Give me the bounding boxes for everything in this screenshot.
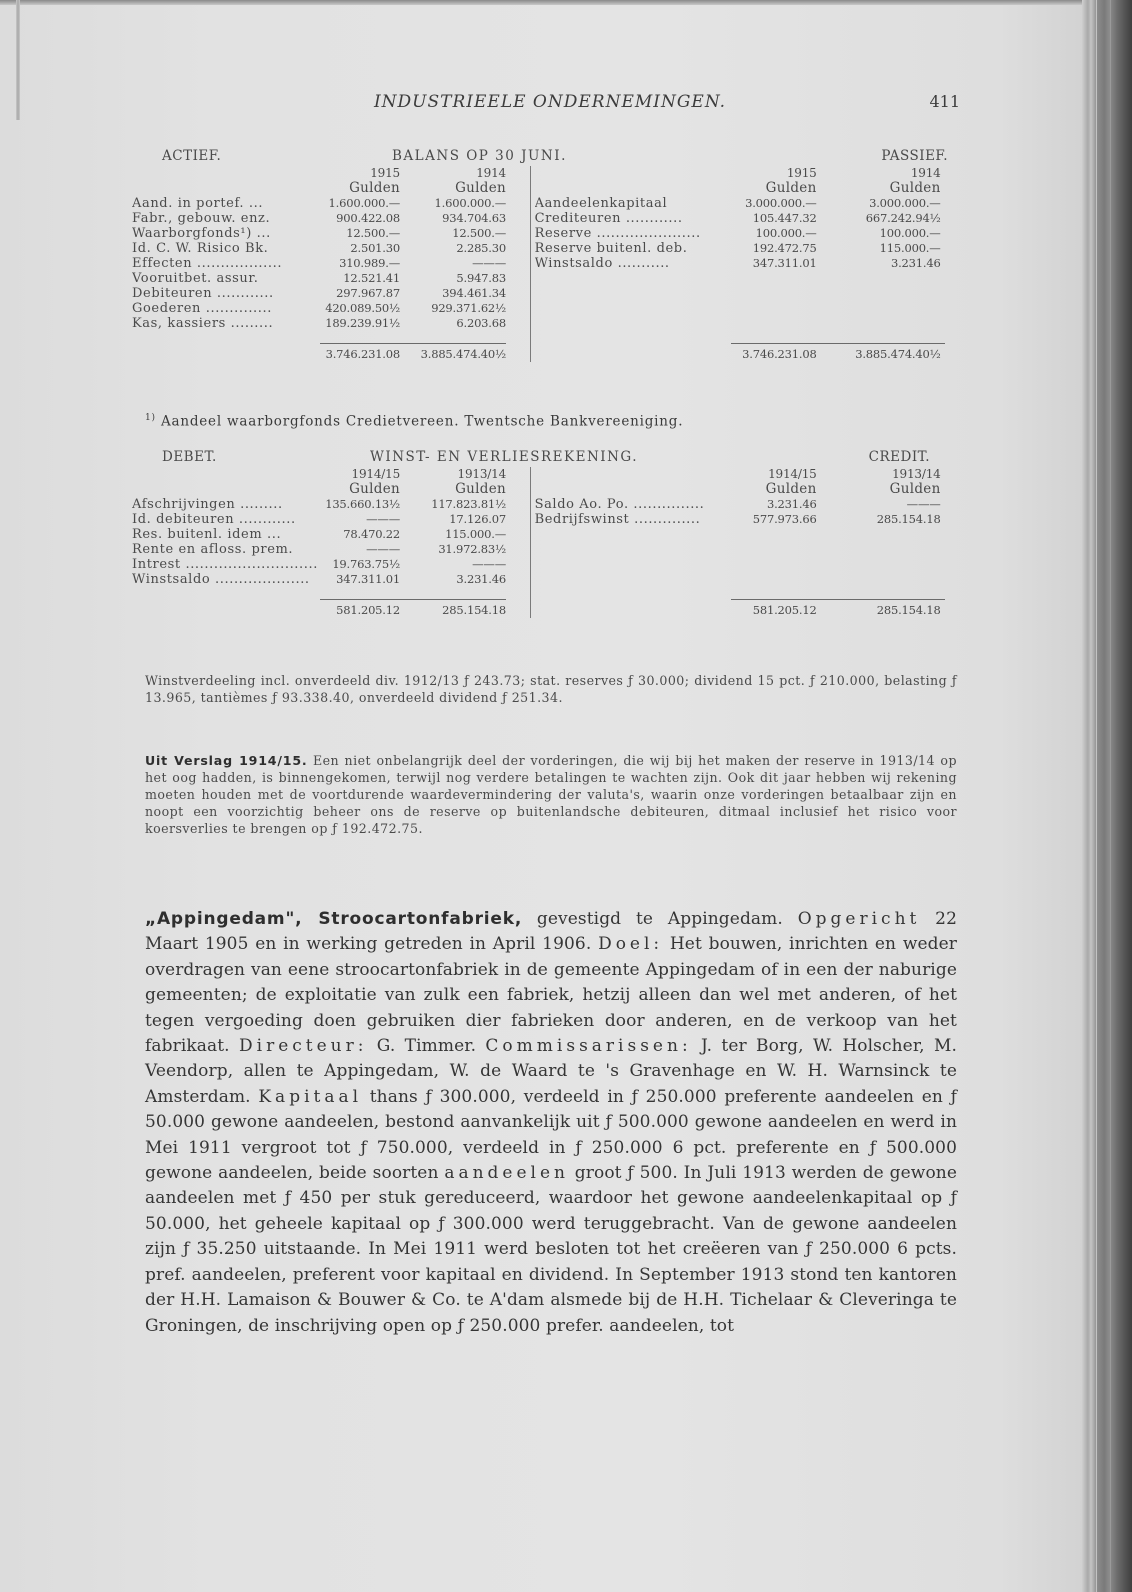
row-value: 310.989.— xyxy=(339,256,400,270)
footnote-text: Aandeel waarborgfonds Credietvereen. Twentsche Bankvereeniging. xyxy=(160,413,684,430)
winstverdeeling-paragraph: Winstverdeeling incl. onverdeeld div. 1912/13 ƒ 243.73; stat. reserves ƒ 30.000; dividend 15 pct. ƒ 210.000, belasting ƒ 13.965, tantièmes ƒ 93.338.40, onverdeeld dividend ƒ 251.34. xyxy=(145,673,957,705)
row-label: Aand. in portef. ... xyxy=(132,196,264,211)
unit-header-row xyxy=(132,181,530,196)
debet-label: DEBET. xyxy=(162,449,217,465)
credit-row xyxy=(535,512,960,527)
row-value: 115.000.— xyxy=(879,241,941,255)
year-1913-14: 1913/14 xyxy=(892,467,941,481)
actief-row xyxy=(132,241,530,256)
year-1914: 1914 xyxy=(910,166,941,180)
row-label: Winstsaldo ........... xyxy=(534,256,670,271)
row-value: 667.242.94½ xyxy=(865,211,941,225)
row-value: 189.239.91½ xyxy=(325,316,400,330)
row-value: 115.000.— xyxy=(445,527,506,541)
passief-row xyxy=(535,256,960,271)
row-label: Bedrijfswinst .............. xyxy=(534,512,701,527)
profit-loss-title: WINST- EN VERLIESREKENING. xyxy=(370,449,639,465)
row-label: Waarborgfonds¹) ... xyxy=(132,226,271,241)
row-value: ——— xyxy=(906,497,941,511)
row-value: 17.126.07 xyxy=(449,512,506,526)
row-value: 117.823.81½ xyxy=(431,497,506,511)
row-label: Fabr., gebouw. enz. xyxy=(132,211,271,226)
kapitaal-text-2: groot ƒ 500. In Juli 1913 werden de gewone aandeelen met ƒ 450 per stuk gereduceerd, waardoor het gewone aandeelenkapitaal op ƒ 50.000, het geheele kapitaal op ƒ 300.000 werd teruggebracht. Van de gewone aandeelen zijn ƒ 35.250 uitstaande. In Mei 1911 werd besloten tot het creëeren van ƒ 250.000 6 pcts. pref. aandeelen, preferent voor kapitaal en dividend. In September 1913 stond ten kantoren der H.H. Lamaison & Bouwer & Co. te A'dam alsmede bij de H.H. Tichelaar & Cleveringa te Groningen, de inschrijving open op ƒ 250.000 prefer. aandeelen, tot xyxy=(145,1163,957,1336)
credit-row xyxy=(535,497,960,512)
unit-label: Gulden xyxy=(889,180,941,196)
actief-row xyxy=(132,271,530,286)
row-value: 347.311.01 xyxy=(336,572,400,586)
actief-totals-row xyxy=(132,347,530,362)
unit-label: Gulden xyxy=(455,180,506,196)
debet-row xyxy=(132,527,530,542)
unit-header-row xyxy=(535,181,960,196)
debet-total-1914-15: 581.205.12 xyxy=(336,603,400,617)
aandeelen-spaced: aandeelen xyxy=(444,1163,569,1184)
row-label: Goederen .............. xyxy=(132,301,272,316)
directeur-label: Directeur: xyxy=(239,1036,368,1057)
totals-rule xyxy=(320,599,506,600)
passief-column xyxy=(530,166,960,362)
row-value: 3.000.000.— xyxy=(745,196,817,210)
row-value: 31.972.83½ xyxy=(438,542,506,556)
unit-header-row xyxy=(132,482,530,497)
row-value: ——— xyxy=(472,256,506,270)
row-label: Effecten .................. xyxy=(132,256,283,271)
row-value: 420.089.50½ xyxy=(325,301,400,315)
row-value: 1.600.000.— xyxy=(328,196,400,210)
row-value: 394.461.34 xyxy=(442,286,506,300)
doel-text: Het bouwen, inrichten en weder overdragen van eene stroocartonfabriek in de gemeente Appingedam of in een der naburige gemeenten; de exploitatie van zulk een fabriek, hetzij alleen dan wel met anderen, of het tegen vergoeding doen gebruiken dier fabrieken door anderen, en de verkoop van het fabrikaat. xyxy=(145,934,957,1057)
page-top-edge xyxy=(0,0,1132,5)
row-label: Res. buitenl. idem ... xyxy=(132,527,282,542)
year-1915: 1915 xyxy=(370,166,400,180)
commissarissen-label: Commissarissen: xyxy=(485,1036,692,1057)
kapitaal-label: Kapitaal xyxy=(258,1086,363,1107)
credit-column xyxy=(530,467,960,618)
row-value: 12.500.— xyxy=(346,226,400,240)
row-value: 5.947.83 xyxy=(456,271,506,285)
passief-total-1915: 3.746.231.08 xyxy=(742,347,817,361)
verslag-heading: Uit Verslag 1914/15. xyxy=(145,753,308,768)
unit-header-row xyxy=(535,482,960,497)
debet-row xyxy=(132,557,530,572)
row-label: Id. C. W. Risico Bk. xyxy=(132,241,269,256)
unit-label: Gulden xyxy=(349,180,400,196)
row-value: 19.763.75½ xyxy=(332,557,400,571)
debet-row xyxy=(132,572,530,587)
actief-row xyxy=(132,301,530,316)
credit-total-1913-14: 285.154.18 xyxy=(876,603,941,617)
unit-label: Gulden xyxy=(765,481,817,497)
row-value: 577.973.66 xyxy=(752,512,817,526)
running-title: INDUSTRIEELE ONDERNEMINGEN. xyxy=(373,92,727,112)
totals-rule xyxy=(731,599,945,600)
row-value: 1.600.000.— xyxy=(434,196,506,210)
passief-row xyxy=(535,226,960,241)
credit-total-1914-15: 581.205.12 xyxy=(752,603,817,617)
row-value: 297.967.87 xyxy=(336,286,400,300)
kapitaal-text-1: thans ƒ 300.000, verdeeld in ƒ 250.000 preferente aandeelen en ƒ 50.000 gewone aandeelen, bestond aanvankelijk uit ƒ 500.000 gewone aandeelen en werd in Mei 1911 vergroot tot ƒ 750.000, verdeeld in ƒ 250.000 6 pct. preferente en ƒ 500.000 gewone aandeelen, beide soorten xyxy=(145,1086,957,1184)
row-value: 3.000.000.— xyxy=(869,196,941,210)
actief-row xyxy=(132,226,530,241)
row-value: 12.500.— xyxy=(452,226,506,240)
row-value: 6.203.68 xyxy=(456,316,506,330)
row-value: 78.470.22 xyxy=(343,527,400,541)
verslag-text: Een niet onbelangrijk deel der vorderingen, die wij bij het maken der reserve in 1913/14 op het oog hadden, is binnengekomen, terwijl nog verdere betalingen te wachten zijn. Ook dit jaar hebben wij rekening moeten houden met de voortdurende waardevermindering der valuta's, waarin onze vorderingen betaalbaar zijn en noopt een voorzichtig beheer ons de reserve op buitenlandsche debiteuren, ditmaal inclusief het risico voor koersverlies te brengen op ƒ 192.472.75. xyxy=(145,753,957,836)
row-value: 192.472.75 xyxy=(752,241,817,255)
actief-total-1914: 3.885.474.40½ xyxy=(420,347,506,361)
year-header-row xyxy=(132,467,530,482)
year-header-row xyxy=(535,166,960,181)
row-value: 3.231.46 xyxy=(890,256,941,270)
row-value: 135.660.13½ xyxy=(325,497,400,511)
actief-column xyxy=(132,166,530,362)
unit-label: Gulden xyxy=(765,180,817,196)
year-header-row xyxy=(535,467,960,482)
row-label: Reserve buitenl. deb. xyxy=(534,241,688,256)
actief-row xyxy=(132,196,530,211)
row-label: Intrest ............................ xyxy=(132,557,318,572)
actief-row xyxy=(132,316,530,331)
actief-row xyxy=(132,286,530,301)
debet-row xyxy=(132,512,530,527)
passief-label: PASSIEF. xyxy=(881,148,948,164)
balance-sheet-heading xyxy=(132,148,960,166)
year-1914: 1914 xyxy=(476,166,506,180)
page-left-edge xyxy=(16,0,20,120)
unit-label: Gulden xyxy=(349,481,400,497)
row-label: Saldo Ao. Po. ............... xyxy=(534,497,705,512)
opgericht-text: 22 Maart 1905 en in werking getreden in April 1906. xyxy=(145,909,958,955)
row-label: Vooruitbet. assur. xyxy=(132,271,259,286)
row-value: 900.422.08 xyxy=(336,211,400,225)
profit-loss-statement xyxy=(132,449,960,618)
balance-sheet-title: BALANS OP 30 JUNI. xyxy=(392,148,567,164)
row-value: 105.447.32 xyxy=(752,211,817,225)
row-label: Reserve ...................... xyxy=(534,226,701,241)
passief-totals-row xyxy=(535,347,960,362)
row-value: 929.371.62½ xyxy=(431,301,506,315)
unit-label: Gulden xyxy=(889,481,941,497)
actief-row xyxy=(132,256,530,271)
year-1913-14: 1913/14 xyxy=(457,467,506,481)
row-value: 2.285.30 xyxy=(456,241,506,255)
totals-rule xyxy=(731,343,945,344)
actief-total-1915: 3.746.231.08 xyxy=(325,347,400,361)
row-value: ——— xyxy=(366,512,400,526)
row-value: 100.000.— xyxy=(879,226,941,240)
debet-total-1913-14: 285.154.18 xyxy=(442,603,506,617)
opgericht-label: Opgericht xyxy=(797,909,921,929)
row-label: Debiteuren ............ xyxy=(132,286,274,301)
year-1914-15: 1914/15 xyxy=(351,467,400,481)
company-intro: gevestigd te Appingedam. xyxy=(522,909,798,929)
totals-rule xyxy=(320,343,506,344)
row-value: ——— xyxy=(366,542,400,556)
row-value: 3.231.46 xyxy=(456,572,506,586)
directeur-text: G. Timmer. xyxy=(367,1036,486,1057)
passief-row xyxy=(535,211,960,226)
row-label: Winstsaldo .................... xyxy=(132,572,310,587)
year-1915: 1915 xyxy=(786,166,817,180)
year-header-row xyxy=(132,166,530,181)
row-label: Afschrijvingen ......... xyxy=(132,497,283,512)
passief-row xyxy=(535,241,960,256)
row-value: 934.704.63 xyxy=(442,211,506,225)
row-label: Rente en afloss. prem. xyxy=(132,542,294,557)
company-name: „Appingedam", Stroocartonfabriek, xyxy=(145,909,523,929)
row-value: ——— xyxy=(472,557,506,571)
row-label: Kas, kassiers ......... xyxy=(132,316,274,331)
verslag-paragraph xyxy=(145,752,957,837)
debet-totals-row xyxy=(132,603,530,618)
balance-sheet xyxy=(132,148,960,362)
running-head xyxy=(140,92,960,116)
page-number: 411 xyxy=(929,92,960,111)
debet-row xyxy=(132,497,530,512)
commissarissen-text: J. ter Borg, W. Holscher, M. Veendorp, allen te Appingedam, W. de Waard te 's Gravenhage en W. H. Warnsinck te Amsterdam. xyxy=(145,1036,958,1107)
row-label: Id. debiteuren ............ xyxy=(132,512,296,527)
row-value: 12.521.41 xyxy=(343,271,400,285)
balance-footnote xyxy=(145,413,683,430)
row-label: Aandeelenkapitaal xyxy=(534,196,668,211)
credit-totals-row xyxy=(535,603,960,618)
credit-label: CREDIT. xyxy=(868,449,930,465)
unit-label: Gulden xyxy=(455,481,506,497)
passief-row xyxy=(535,196,960,211)
doel-label: Doel: xyxy=(598,934,664,955)
row-value: 285.154.18 xyxy=(876,512,941,526)
row-value: 347.311.01 xyxy=(752,256,817,270)
row-value: 100.000.— xyxy=(755,226,817,240)
profit-loss-heading xyxy=(132,449,960,467)
row-label: Crediteuren ............ xyxy=(534,211,683,226)
actief-label: ACTIEF. xyxy=(162,148,222,164)
row-value: 2.501.30 xyxy=(350,241,400,255)
year-1914-15: 1914/15 xyxy=(768,467,817,481)
actief-row xyxy=(132,211,530,226)
row-value: 3.231.46 xyxy=(766,497,817,511)
company-entry xyxy=(145,907,957,1339)
debet-column xyxy=(132,467,530,618)
debet-row xyxy=(132,542,530,557)
footnote-mark: 1) xyxy=(145,413,156,423)
passief-total-1914: 3.885.474.40½ xyxy=(855,347,941,361)
book-edge xyxy=(1082,0,1132,1592)
